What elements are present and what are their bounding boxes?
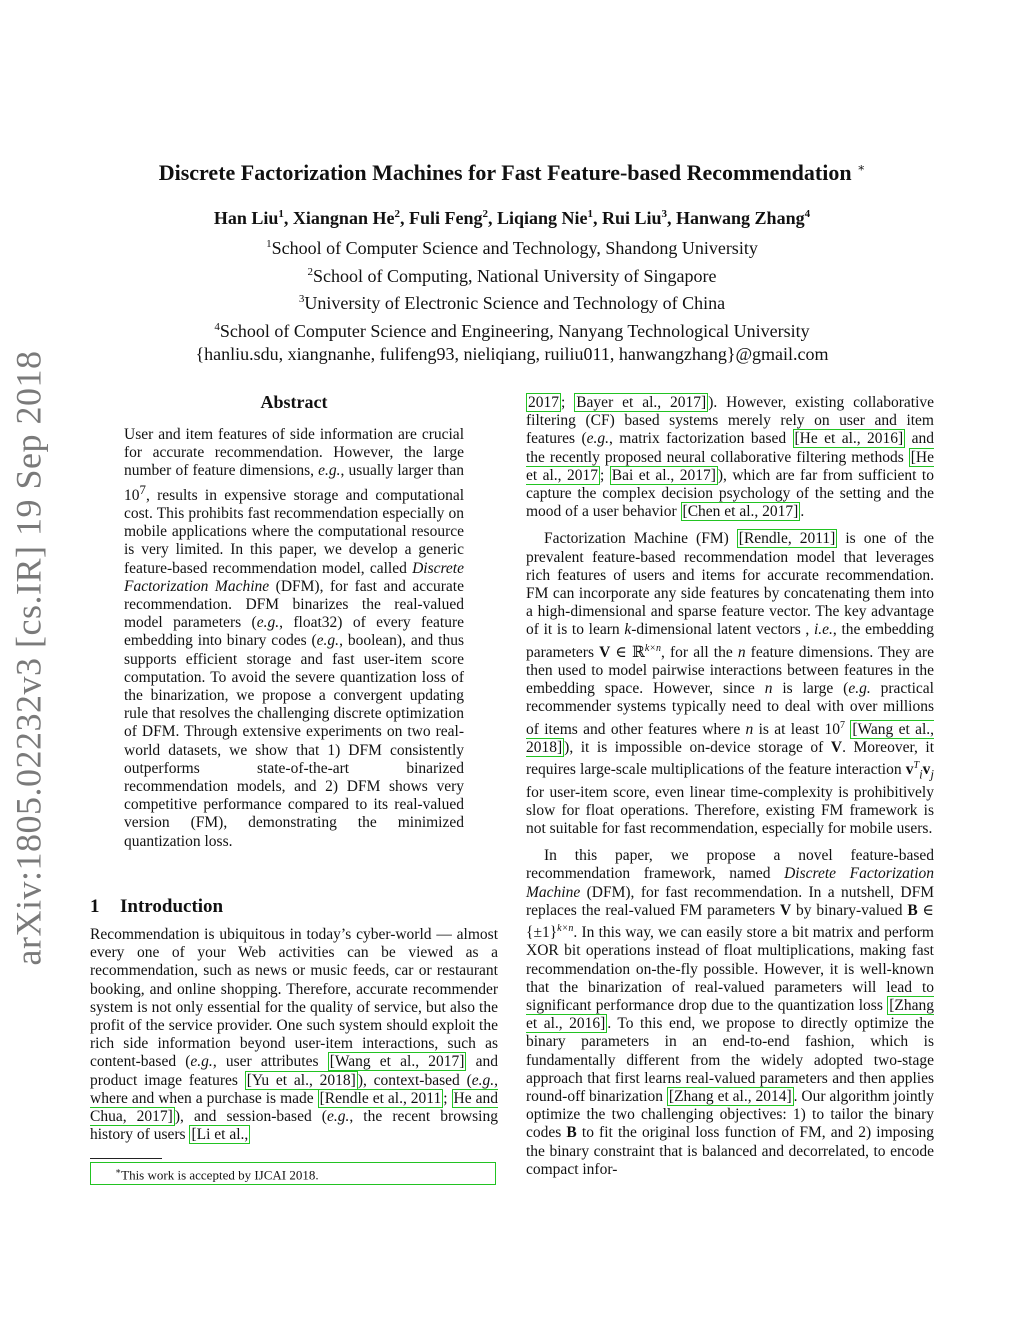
citation-link[interactable]: [Yu et al., 2018]	[246, 1071, 356, 1089]
paragraph: 2017 ; Bayer et al., 2017] ). However, existing collaborative filtering (CF) based systems merely rely on user and item features (e.g., matrix factorization based [He et al., 2016] and the recently proposed neural collaborative filtering methods [He et al., 2017 ; Bai et al., 2017] ), which are far from sufficient to capture the complex decision psychology of the setting and the mood of a user behavior [Chen et al., 2017] .	[526, 394, 935, 521]
citation-link[interactable]: [Wang et al., 2018]	[526, 720, 935, 756]
author-list: Han Liu$^1$, Xiangnan He$^2$, Fuli Feng$^2$, Liqiang Nie$^1$, Rui Liu$^3$, Hanwang Zhang$^4$	[213, 208, 811, 228]
citation-link[interactable]: [Rendle, 2011]	[738, 530, 836, 548]
footnote-mark: ∗	[115, 1166, 122, 1176]
section-number: 1	[90, 896, 100, 917]
author: Rui Liu	[602, 208, 662, 228]
citation-link[interactable]: Bayer et al., 2017]	[576, 394, 707, 411]
author: Xiangnan He	[292, 208, 395, 228]
citation-link[interactable]: [Zhang et al., 2016]	[526, 997, 934, 1033]
paragraph: In this paper, we propose a novel feature-based recommendation framework, named Discrete Factorization Machine (DFM), for fast recommendation. In a nutshell, DFM replaces the real-valued FM parameters V by binary-valued B ∈ $\{\pm 1\}^{k\times n}$. In this way, we can easily store a bit matrix and perform XOR bit operations instead of float multiplications, making fast recommendation on-the-fly possible. However, it is well-known that the binarization of real-valued parameters will lead to significant performance drop due to the quantization loss [Zhang et al., 2016] . To this end, we propose to directly optimize the binary parameters in an end-to-end fashion, which is fundamentally different from the widely adopted two-stage approach that first learns real-valued parameters and then applies round-off binarization [Zhang et al., 2014] . Our algorithm jointly optimize the two challenging objectives: 1) to tailor the binary codes B to fit the original loss function of FM, and 2) imposing the binary constraint that is balanced and decorrelated, to encode compact infor-	[526, 847, 935, 1178]
author: Fuli Feng	[408, 208, 483, 228]
footnote-text: This work is accepted by IJCAI 2018.	[121, 1167, 319, 1183]
author: Hanwang Zhang	[676, 208, 805, 228]
arxiv-stamp	[2, 350, 54, 966]
author: Han Liu	[213, 208, 279, 228]
citation-link[interactable]: Bai et al., 2017]	[611, 466, 716, 484]
affiliation: $^2$School of Computing, National University of Singapore	[307, 265, 717, 286]
citation-link[interactable]: [He et al., 2017	[526, 448, 934, 484]
citation-link[interactable]: [Chen et al., 2017]	[682, 503, 799, 521]
affiliation: $^3$University of Electronic Science and Technology of China	[298, 293, 726, 313]
citation-link[interactable]: He and Chua, 2017]	[90, 1089, 498, 1126]
section-title: Introduction	[120, 896, 224, 917]
citation-link[interactable]: [Li et al.,	[191, 1126, 249, 1144]
citation-link[interactable]: [Wang et al., 2017]	[329, 1053, 465, 1071]
author: Liqiang Nie	[496, 208, 588, 228]
introduction-paragraph: Recommendation is ubiquitous in today’s cyber-world — almost every one of your Web activities can be viewed as a recommendation, such as news or music feeds, car or restaurant booking, and online shopping. Therefore, accurate recommender system is not only essential for the quality of service, but also the profit of the service provider. One such system should exploit the rich side information beyond user-item interactions, such as content-based (e.g., user attributes [Wang et al., 2017] and product image features [Yu et al., 2018] ), context-based (e.g., where and when a purchase is made [Rendle et al., 2011 ; He and Chua, 2017] ), and session-based (e.g., the recent browsing history of users [Li et al.,	[90, 926, 498, 1144]
author-emails: {hanliu.sdu, xiangnanhe, fulifeng93, nieliqiang, ruiliu011, hanwangzhang}@gmail.com	[195, 344, 829, 364]
right-column	[526, 394, 934, 1188]
affiliation: $^4$School of Computer Science and Engineering, Nanyang Technological University	[214, 320, 810, 341]
citation-link[interactable]: [Zhang et al., 2014]	[668, 1088, 792, 1106]
paper-title-text: Discrete Factorization Machines for Fast Feature-based Recommendation	[158, 160, 852, 185]
footnote-link[interactable]	[90, 1162, 496, 1185]
affiliation: $^1$School of Computer Science and Technology, Shandong University	[266, 238, 758, 258]
citation-link[interactable]: 2017	[528, 394, 559, 411]
paper-title	[90, 160, 934, 186]
citation-link[interactable]: [He et al., 2016]	[794, 430, 904, 448]
abstract-body: User and item features of side information are crucial for accurate recommendation. However, the large number of feature dimensions, e.g., usually larger than $10^7$, results in expensive storage and computational cost. This prohibits fast recommendation especially on mobile applications where the computational resource is very limited. In this paper, we develop a generic feature-based recommendation model, called Discrete Factorization Machine (DFM), for fast and accurate recommendation. DFM binarizes the real-valued model parameters (e.g., float32) of every feature embedding into binary codes (e.g., boolean), and thus supports efficient storage and fast user-item score computation. To avoid the severe quantization loss of the binarization, we propose a convergent updating rule that resolves the challenging discrete optimization of DFM. Through extensive experiments on two real-world datasets, we show that 1) DFM consistently outperforms state-of-the-art binarized recommendation models, and 2) DFM shows very competitive performance compared to its real-valued version (FM), demonstrating the minimized quantization loss.	[124, 426, 465, 850]
abstract-heading: Abstract	[260, 392, 328, 412]
arxiv-stamp-text: arXiv:1805.02232v3 [cs.IR] 19 Sep 2018	[8, 350, 48, 966]
citation-link[interactable]: [Rendle et al., 2011	[319, 1089, 442, 1107]
affiliations	[90, 233, 934, 367]
footnote-rule	[90, 1158, 162, 1159]
title-footnote-mark[interactable]: ∗	[857, 160, 866, 175]
paragraph: Factorization Machine (FM) [Rendle, 2011] is one of the prevalent feature-based recommendation model that leverages rich features of users and items for accurate recommendation. FM can incorporate any side features by concatenating them into a high-dimensional and sparse feature vector. The key advantage of it is to learn k-dimensional latent vectors , i.e., the embedding parameters V ∈ ℝ$^{k\times n}$, for all the n feature dimensions. They are then used to model pairwise interactions between features in the embedding space. However, since n is large (e.g. practical recommender systems typically need to deal with over millions of items and other features where n is at least $10^7$ [Wang et al., 2018] ), it is impossible on-device storage of V. Moreover, it requires large-scale multiplications of the feature interaction $v^T_iv_j$ for user-item score, even linear time-complexity is prohibitively slow for float operations. Therefore, existing FM framework is not suitable for fast recommendation, especially for mobile users.	[526, 530, 935, 838]
section-heading-introduction	[90, 896, 223, 918]
